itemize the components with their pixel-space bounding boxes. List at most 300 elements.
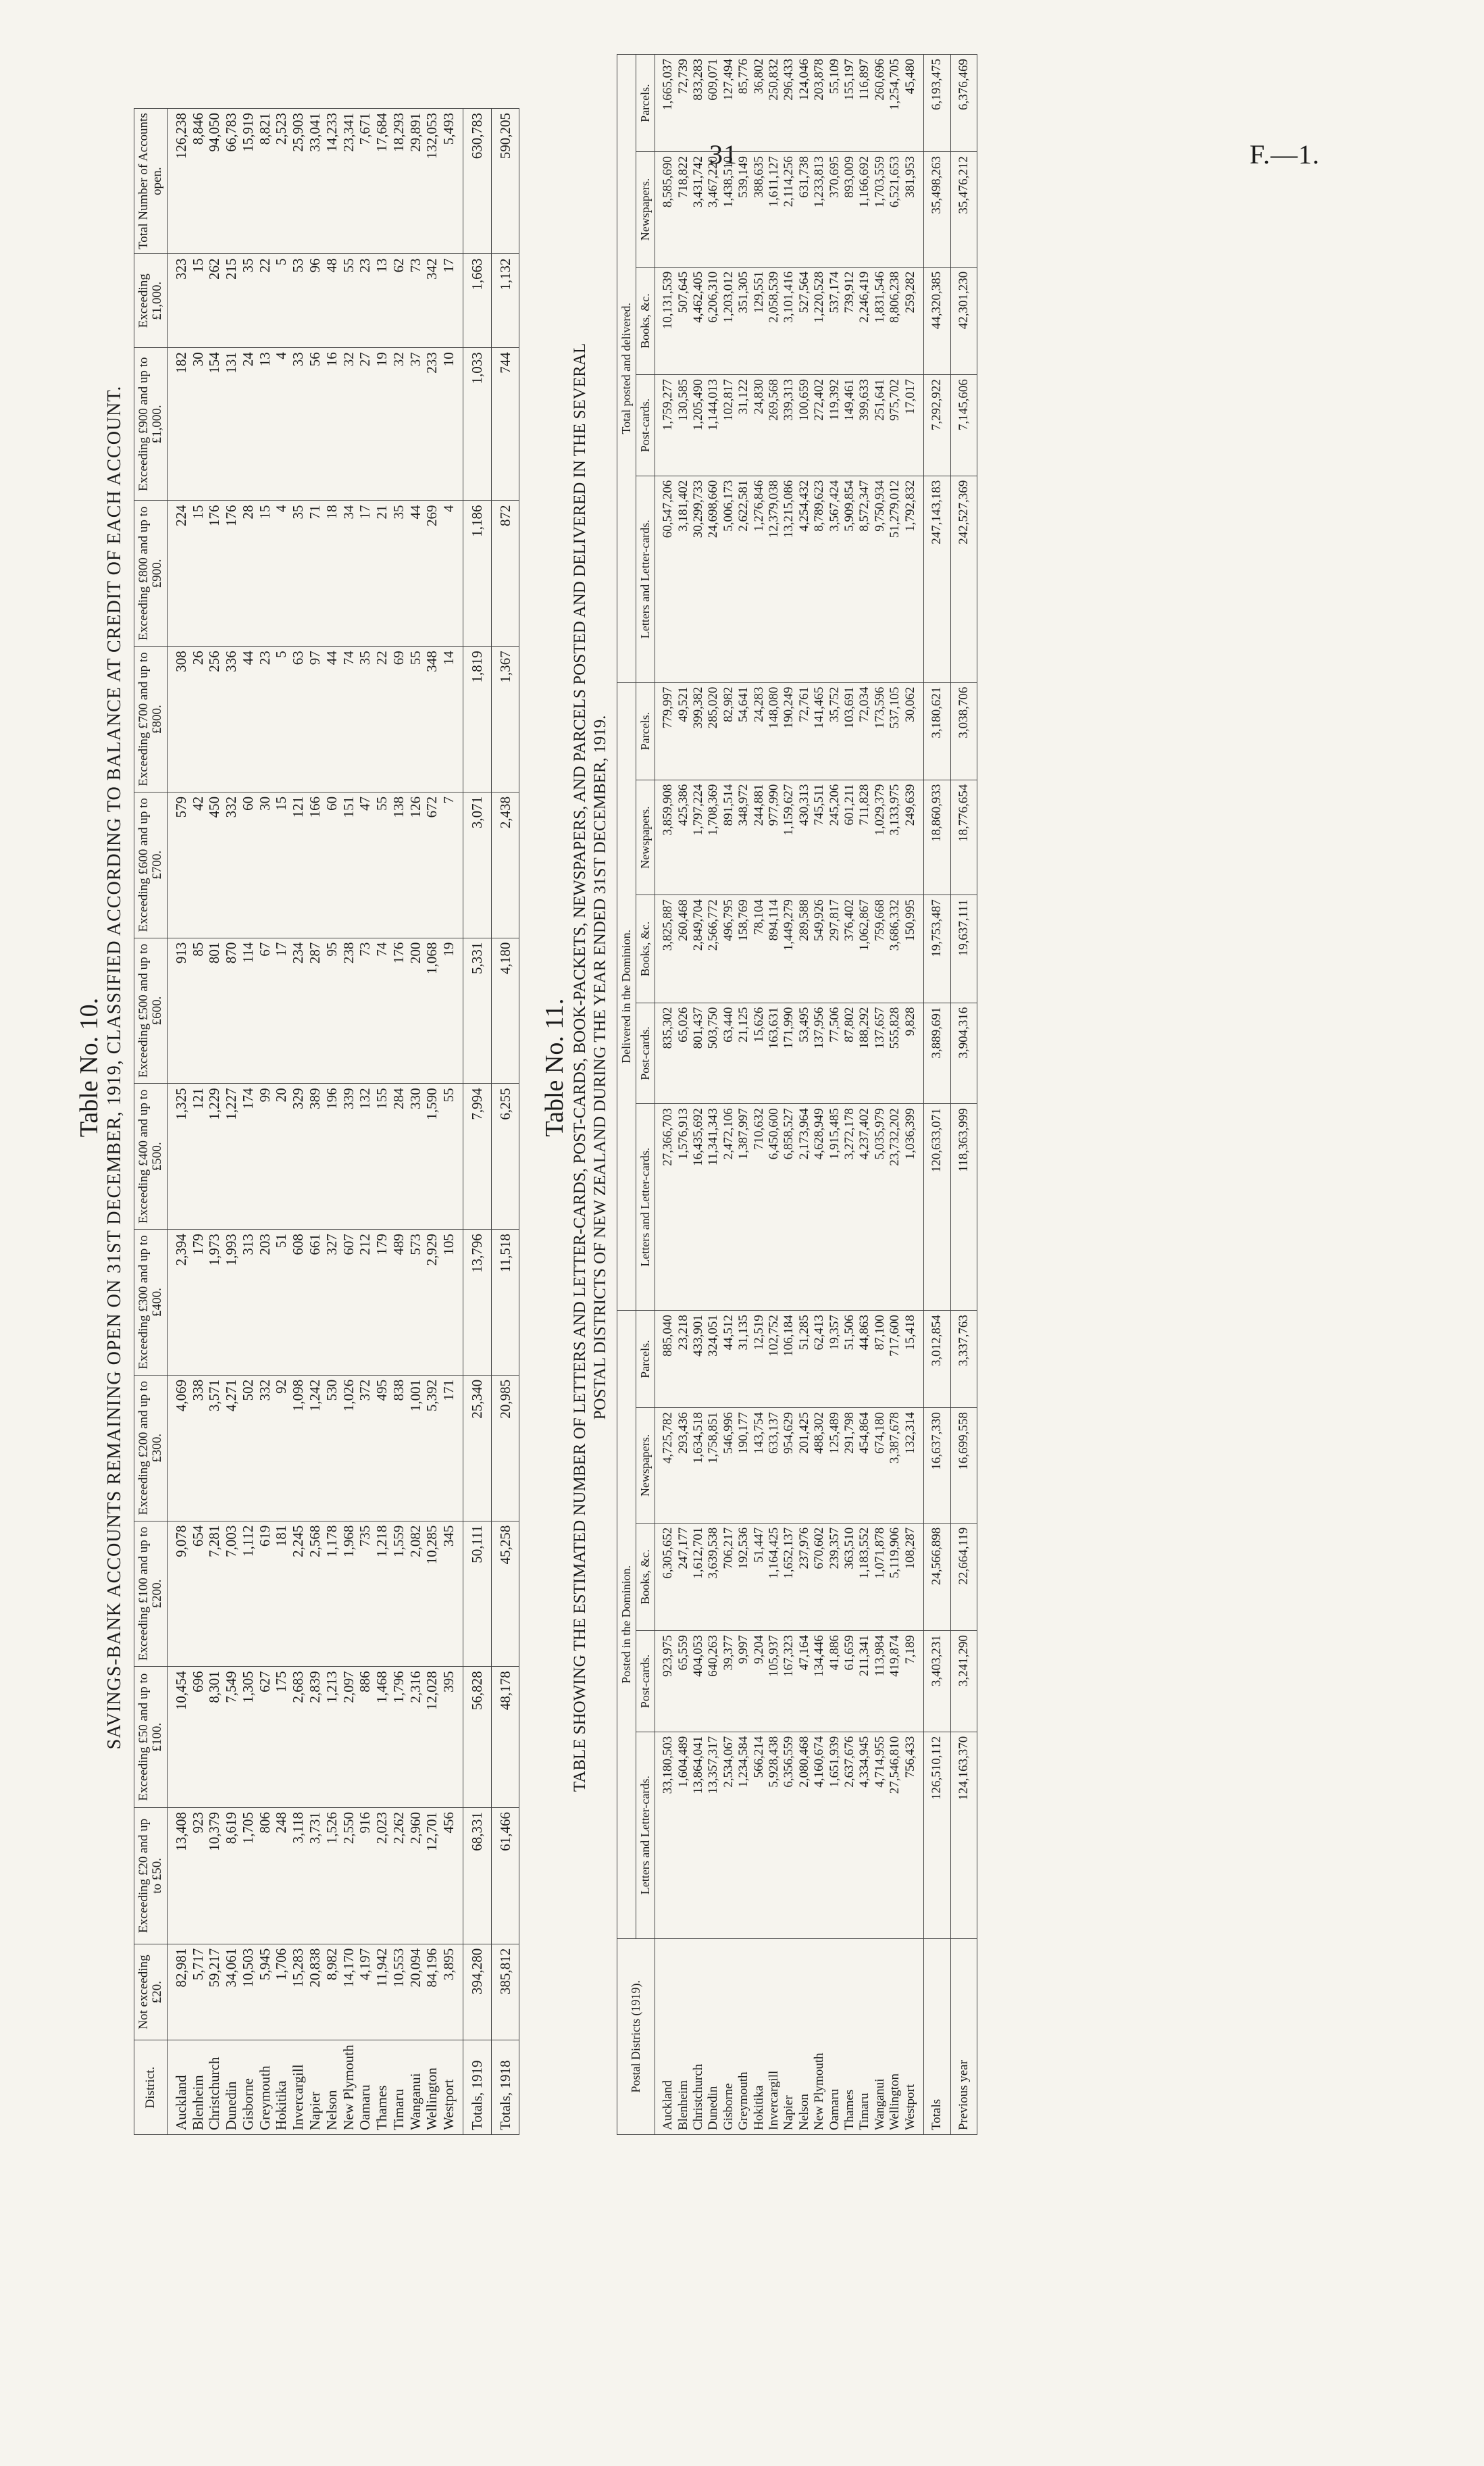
value-cell: 234 [290, 938, 307, 1084]
value-cell: 7,671 [357, 109, 374, 254]
value-cell: 6,206,310 [706, 267, 721, 374]
value-cell: 237,976 [797, 1523, 812, 1630]
district-name-cell: Oamaru [827, 1938, 842, 2134]
value-cell: 67 [257, 938, 274, 1084]
value-cell: 51,447 [752, 1523, 767, 1630]
value-cell: 376,402 [842, 895, 857, 1003]
value-cell: 323 [167, 254, 189, 348]
value-cell: 108,287 [903, 1523, 924, 1630]
value-cell: 13,408 [167, 1808, 189, 1944]
value-cell: 835,302 [655, 1003, 676, 1104]
value-cell: 132 [357, 1084, 374, 1230]
value-cell: 51,506 [842, 1311, 857, 1408]
value-cell: 1,651,939 [827, 1732, 842, 1938]
value-cell: 60 [240, 792, 257, 938]
value-cell: 72,761 [797, 682, 812, 780]
value-cell: 16,435,692 [691, 1104, 706, 1311]
table10-column-header: Exceeding £20 and up to £50. [134, 1808, 168, 1944]
value-cell: 44,320,385 [924, 267, 950, 374]
value-cell: 706,217 [721, 1523, 736, 1630]
totals-row [491, 109, 519, 2135]
table11-subheader-row [636, 55, 655, 2135]
value-cell: 14,233 [324, 109, 340, 254]
table-row [223, 109, 240, 2135]
table-row [290, 109, 307, 2135]
table10-column-header: Exceeding £1,000. [134, 254, 168, 348]
value-cell: 2,394 [167, 1230, 189, 1376]
value-cell: 6,356,559 [782, 1732, 796, 1938]
table-row [374, 109, 390, 2135]
value-cell: 801 [206, 938, 223, 1084]
value-cell: 1,029,379 [873, 780, 888, 895]
value-cell: 1,526 [324, 1808, 340, 1944]
table10-column-header: Exceeding £500 and up to £600. [134, 938, 168, 1084]
value-cell: 381,953 [903, 152, 924, 268]
value-cell: 190,177 [736, 1408, 751, 1524]
value-cell: 779,997 [655, 682, 676, 780]
value-cell: 297,817 [827, 895, 842, 1003]
value-cell: 30,062 [903, 682, 924, 780]
table-row [691, 55, 706, 2135]
value-cell: 2,523 [273, 109, 290, 254]
table-row [767, 55, 782, 2135]
value-cell: 332 [257, 1375, 274, 1521]
value-cell: 1,203,012 [721, 267, 736, 374]
value-cell: 260,696 [873, 55, 888, 152]
value-cell: 65,026 [676, 1003, 691, 1104]
table10-header-row [134, 109, 168, 2135]
value-cell: 739,912 [842, 267, 857, 374]
table-row [752, 55, 767, 2135]
value-cell: 272,402 [812, 375, 827, 476]
value-cell: 2,550 [340, 1808, 357, 1944]
value-cell: 174 [240, 1084, 257, 1230]
table10-column-header: Exceeding £100 and up to £200. [134, 1521, 168, 1667]
value-cell: 394,280 [463, 1944, 491, 2040]
value-cell: 631,738 [797, 152, 812, 268]
value-cell: 1,449,279 [782, 895, 796, 1003]
value-cell: 242,527,369 [950, 476, 977, 682]
totals-row [924, 55, 950, 2135]
value-cell: 126,510,112 [924, 1732, 950, 1938]
value-cell: 8,806,238 [888, 267, 902, 374]
value-cell: 670,602 [812, 1523, 827, 1630]
value-cell: 105 [440, 1230, 463, 1376]
table-row [888, 55, 902, 2135]
value-cell: 3,012,854 [924, 1311, 950, 1408]
value-cell: 4 [273, 348, 290, 501]
value-cell: 8,619 [223, 1808, 240, 1944]
value-cell: 124,163,370 [950, 1732, 977, 1938]
district-name-cell: Wanganui [407, 2040, 424, 2135]
value-cell: 495 [374, 1375, 390, 1521]
value-cell: 735 [357, 1521, 374, 1667]
value-cell: 53,495 [797, 1003, 812, 1104]
value-cell: 3,241,290 [950, 1631, 977, 1732]
value-cell: 6,450,600 [767, 1104, 782, 1311]
value-cell: 262 [206, 254, 223, 348]
value-cell: 1,132 [491, 254, 519, 348]
table11-label: Table No. 11. [540, 998, 569, 1137]
value-cell: 601,211 [842, 780, 857, 895]
value-cell: 55 [407, 647, 424, 792]
value-cell: 2,960 [407, 1808, 424, 1944]
value-cell: 3,686,332 [888, 895, 902, 1003]
value-cell: 893,009 [842, 152, 857, 268]
value-cell: 1,218 [374, 1521, 390, 1667]
value-cell: 155 [374, 1084, 390, 1230]
value-cell: 4,714,955 [873, 1732, 888, 1938]
district-name-cell: Oamaru [357, 2040, 374, 2135]
table-row [873, 55, 888, 2135]
value-cell: 4,197 [357, 1944, 374, 2040]
value-cell: 23 [357, 254, 374, 348]
district-name-cell: Westport [440, 2040, 463, 2135]
table11-group-header-row [617, 55, 636, 2135]
value-cell: 1,305 [240, 1667, 257, 1808]
value-cell: 8,982 [324, 1944, 340, 2040]
district-name-cell: Thames [374, 2040, 390, 2135]
value-cell: 293,436 [676, 1408, 691, 1524]
value-cell: 203 [257, 1230, 274, 1376]
table-row [257, 109, 274, 2135]
value-cell: 3,431,742 [691, 152, 706, 268]
document-reference: F.—1. [1250, 139, 1321, 170]
value-cell: 1,164,425 [767, 1523, 782, 1630]
postal-articles-table [617, 54, 977, 2135]
value-cell: 18,293 [390, 109, 407, 254]
district-name-cell: Hokitika [752, 1938, 767, 2134]
value-cell: 711,828 [857, 780, 872, 895]
value-cell: 338 [190, 1375, 207, 1521]
value-cell: 85,776 [736, 55, 751, 152]
district-name-cell: Previous year [950, 1938, 977, 2134]
value-cell: 247,177 [676, 1523, 691, 1630]
value-cell: 125,489 [827, 1408, 842, 1524]
value-cell: 640,263 [706, 1631, 721, 1732]
value-cell: 977,990 [767, 780, 782, 895]
value-cell: 215 [223, 254, 240, 348]
value-cell: 1,062,867 [857, 895, 872, 1003]
table11-column-header: Newspapers. [636, 152, 655, 268]
value-cell: 566,214 [752, 1732, 767, 1938]
table-row [903, 55, 924, 2135]
value-cell: 47 [357, 792, 374, 938]
value-cell: 388,635 [752, 152, 767, 268]
value-cell: 120,633,071 [924, 1104, 950, 1311]
table-row [324, 109, 340, 2135]
table10-column-header: Exceeding £50 and up to £100. [134, 1667, 168, 1808]
district-name-cell: Wellington [424, 2040, 440, 2135]
value-cell: 456 [440, 1808, 463, 1944]
value-cell: 132,314 [903, 1408, 924, 1524]
value-cell: 3,639,538 [706, 1523, 721, 1630]
value-cell: 73 [407, 254, 424, 348]
value-cell: 661 [307, 1230, 324, 1376]
table10-caption: SAVINGS-BANK ACCOUNTS REMAINING OPEN ON 31ST DECEMBER, 1919, CLASSIFIED ACCORDING TO BALANCE AT CREDIT OF EACH ACCOUNT. [104, 385, 125, 1750]
value-cell: 8,585,690 [655, 152, 676, 268]
value-cell: 336 [223, 647, 240, 792]
value-cell: 1,068 [424, 938, 440, 1084]
value-cell: 121 [190, 1084, 207, 1230]
table11-column-header: Books, &c. [636, 267, 655, 374]
value-cell: 55 [340, 254, 357, 348]
value-cell: 2,568 [307, 1521, 324, 1667]
value-cell: 3,904,316 [950, 1003, 977, 1104]
value-cell: 4,628,949 [812, 1104, 827, 1311]
table11-column-header: Post-cards. [636, 375, 655, 476]
value-cell: 30 [257, 792, 274, 938]
value-cell: 132,053 [424, 109, 440, 254]
value-cell: 1,325 [167, 1084, 189, 1230]
value-cell: 17 [357, 501, 374, 647]
table10-column-header: Exceeding £300 and up to £400. [134, 1230, 168, 1376]
district-name-cell: Auckland [167, 2040, 189, 2135]
value-cell: 82,982 [721, 682, 736, 780]
value-cell: 188,292 [857, 1003, 872, 1104]
value-cell: 18,860,933 [924, 780, 950, 895]
value-cell: 3,895 [440, 1944, 463, 2040]
value-cell: 537,105 [888, 682, 902, 780]
value-cell: 15 [273, 792, 290, 938]
value-cell: 196 [324, 1084, 340, 1230]
value-cell: 833,283 [691, 55, 706, 152]
value-cell: 37 [407, 348, 424, 501]
value-cell: 10,503 [240, 1944, 257, 2040]
value-cell: 1,026 [340, 1375, 357, 1521]
value-cell: 1,166,692 [857, 152, 872, 268]
value-cell: 250,832 [767, 55, 782, 152]
value-cell: 245,206 [827, 780, 842, 895]
value-cell: 3,101,416 [782, 267, 796, 374]
district-name-cell: Blenheim [190, 2040, 207, 2135]
value-cell: 19,753,487 [924, 895, 950, 1003]
value-cell: 4,271 [223, 1375, 240, 1521]
value-cell: 103,691 [842, 682, 857, 780]
table11-caption-line2: POSTAL DISTRICTS OF NEW ZEALAND DURING THE YEAR ENDED 31ST DECEMBER, 1919. [591, 715, 610, 1420]
value-cell: 916 [357, 1808, 374, 1944]
value-cell: 239,357 [827, 1523, 842, 1630]
value-cell: 1,186 [463, 501, 491, 647]
value-cell: 17 [440, 254, 463, 348]
value-cell: 10,285 [424, 1521, 440, 1667]
value-cell: 126 [407, 792, 424, 938]
value-cell: 1,220,528 [812, 267, 827, 374]
value-cell: 84,196 [424, 1944, 440, 2040]
value-cell: 10,379 [206, 1808, 223, 1944]
value-cell: 590,205 [491, 109, 519, 254]
value-cell: 92 [273, 1375, 290, 1521]
value-cell: 6,521,653 [888, 152, 902, 268]
value-cell: 2,683 [290, 1667, 307, 1808]
table10-label: Table No. 10. [75, 997, 103, 1138]
value-cell: 308 [167, 647, 189, 792]
value-cell: 8,572,347 [857, 476, 872, 682]
value-cell: 30 [190, 348, 207, 501]
value-cell: 2,438 [491, 792, 519, 938]
value-cell: 31,135 [736, 1311, 751, 1408]
value-cell: 399,382 [691, 682, 706, 780]
value-cell: 502 [240, 1375, 257, 1521]
value-cell: 182 [167, 348, 189, 501]
value-cell: 155,197 [842, 55, 857, 152]
value-cell: 1,604,489 [676, 1732, 691, 1938]
value-cell: 339 [340, 1084, 357, 1230]
value-cell: 176 [223, 501, 240, 647]
value-cell: 14,170 [340, 1944, 357, 2040]
value-cell: 39,377 [721, 1631, 736, 1732]
value-cell: 555,828 [888, 1003, 902, 1104]
value-cell: 19 [374, 348, 390, 501]
value-cell: 1,797,224 [691, 780, 706, 895]
value-cell: 15 [257, 501, 274, 647]
table-row [721, 55, 736, 2135]
value-cell: 1,438,510 [721, 152, 736, 268]
district-name-cell: Christchurch [691, 1938, 706, 2134]
value-cell: 150,995 [903, 895, 924, 1003]
value-cell: 4 [440, 501, 463, 647]
value-cell: 130,585 [676, 375, 691, 476]
value-cell: 332 [223, 792, 240, 938]
value-cell: 454,864 [857, 1408, 872, 1524]
district-name-cell: Wellington [888, 1938, 902, 2134]
value-cell: 35 [240, 254, 257, 348]
value-cell: 12,379,038 [767, 476, 782, 682]
value-cell: 154 [206, 348, 223, 501]
table-row [706, 55, 721, 2135]
value-cell: 1,033 [463, 348, 491, 501]
value-cell: 143,754 [752, 1408, 767, 1524]
value-cell: 7,145,606 [950, 375, 977, 476]
value-cell: 36,802 [752, 55, 767, 152]
value-cell: 44 [407, 501, 424, 647]
value-cell: 137,657 [873, 1003, 888, 1104]
value-cell: 24,830 [752, 375, 767, 476]
value-cell: 121 [290, 792, 307, 938]
value-cell: 13 [374, 254, 390, 348]
value-cell: 2,839 [307, 1667, 324, 1808]
value-cell: 12,519 [752, 1311, 767, 1408]
value-cell: 32 [340, 348, 357, 501]
district-name-cell: Auckland [655, 1938, 676, 2134]
table-row [655, 55, 676, 2135]
value-cell: 23,218 [676, 1311, 691, 1408]
value-cell: 16,637,330 [924, 1408, 950, 1524]
value-cell: 6,193,475 [924, 55, 950, 152]
value-cell: 2,173,964 [797, 1104, 812, 1311]
value-cell: 1,665,037 [655, 55, 676, 152]
value-cell: 2,929 [424, 1230, 440, 1376]
value-cell: 176 [206, 501, 223, 647]
value-cell: 1,071,878 [873, 1523, 888, 1630]
value-cell: 72,739 [676, 55, 691, 152]
value-cell: 1,233,813 [812, 152, 827, 268]
value-cell: 539,149 [736, 152, 751, 268]
value-cell: 1,242 [307, 1375, 324, 1521]
value-cell: 503,750 [706, 1003, 721, 1104]
value-cell: 54,641 [736, 682, 751, 780]
value-cell: 16 [324, 348, 340, 501]
value-cell: 116,897 [857, 55, 872, 152]
value-cell: 51,279,012 [888, 476, 902, 682]
value-cell: 3,825,887 [655, 895, 676, 1003]
value-cell: 348 [424, 647, 440, 792]
value-cell: 284 [390, 1084, 407, 1230]
value-cell: 1,098 [290, 1375, 307, 1521]
value-cell: 171 [440, 1375, 463, 1521]
value-cell: 74 [374, 938, 390, 1084]
value-cell: 17 [273, 938, 290, 1084]
value-cell: 385,812 [491, 1944, 519, 2040]
value-cell: 99 [257, 1084, 274, 1230]
value-cell: 27 [357, 348, 374, 501]
value-cell: 260,468 [676, 895, 691, 1003]
value-cell: 55 [440, 1084, 463, 1230]
value-cell: 419,874 [888, 1631, 902, 1732]
table11-body [655, 55, 977, 2135]
table10-column-header: Exceeding £200 and up to £300. [134, 1375, 168, 1521]
value-cell: 3,889,691 [924, 1003, 950, 1104]
table11-column-header: Newspapers. [636, 780, 655, 895]
value-cell: 11,942 [374, 1944, 390, 2040]
table-row [424, 109, 440, 2135]
value-cell: 190,249 [782, 682, 796, 780]
value-cell: 69 [390, 647, 407, 792]
value-cell: 619 [257, 1521, 274, 1667]
value-cell: 60 [324, 792, 340, 938]
value-cell: 11,518 [491, 1230, 519, 1376]
value-cell: 66,783 [223, 109, 240, 254]
value-cell: 13,215,086 [782, 476, 796, 682]
value-cell: 68,331 [463, 1808, 491, 1944]
value-cell: 73 [357, 938, 374, 1084]
value-cell: 13,357,317 [706, 1732, 721, 1938]
value-cell: 4,237,402 [857, 1104, 872, 1311]
value-cell: 1,705 [240, 1808, 257, 1944]
value-cell: 30,299,733 [691, 476, 706, 682]
value-cell: 20 [273, 1084, 290, 1230]
value-cell: 4,069 [167, 1375, 189, 1521]
value-cell: 35,752 [827, 682, 842, 780]
value-cell: 124,046 [797, 55, 812, 152]
value-cell: 85 [190, 938, 207, 1084]
value-cell: 4,725,782 [655, 1408, 676, 1524]
value-cell: 105,937 [767, 1631, 782, 1732]
value-cell: 26 [190, 647, 207, 792]
district-name-cell: Westport [903, 1938, 924, 2134]
value-cell: 61,466 [491, 1808, 519, 1944]
value-cell: 10 [440, 348, 463, 501]
value-cell: 3,133,975 [888, 780, 902, 895]
value-cell: 11,341,343 [706, 1104, 721, 1311]
value-cell: 48 [324, 254, 340, 348]
value-cell: 838 [390, 1375, 407, 1521]
value-cell: 31,122 [736, 375, 751, 476]
value-cell: 3,181,402 [676, 476, 691, 682]
table11-group-posted: Posted in the Dominion. [617, 1311, 636, 1938]
district-name-cell: Invercargill [767, 1938, 782, 2134]
value-cell: 15,919 [240, 109, 257, 254]
district-name-cell: New Plymouth [340, 2040, 357, 2135]
value-cell: 5,035,979 [873, 1104, 888, 1311]
value-cell: 1,831,546 [873, 267, 888, 374]
value-cell: 5,909,854 [842, 476, 857, 682]
value-cell: 35 [290, 501, 307, 647]
value-cell: 158,769 [736, 895, 751, 1003]
value-cell: 19 [440, 938, 463, 1084]
value-cell: 35 [390, 501, 407, 647]
value-cell: 27,546,810 [888, 1732, 902, 1938]
